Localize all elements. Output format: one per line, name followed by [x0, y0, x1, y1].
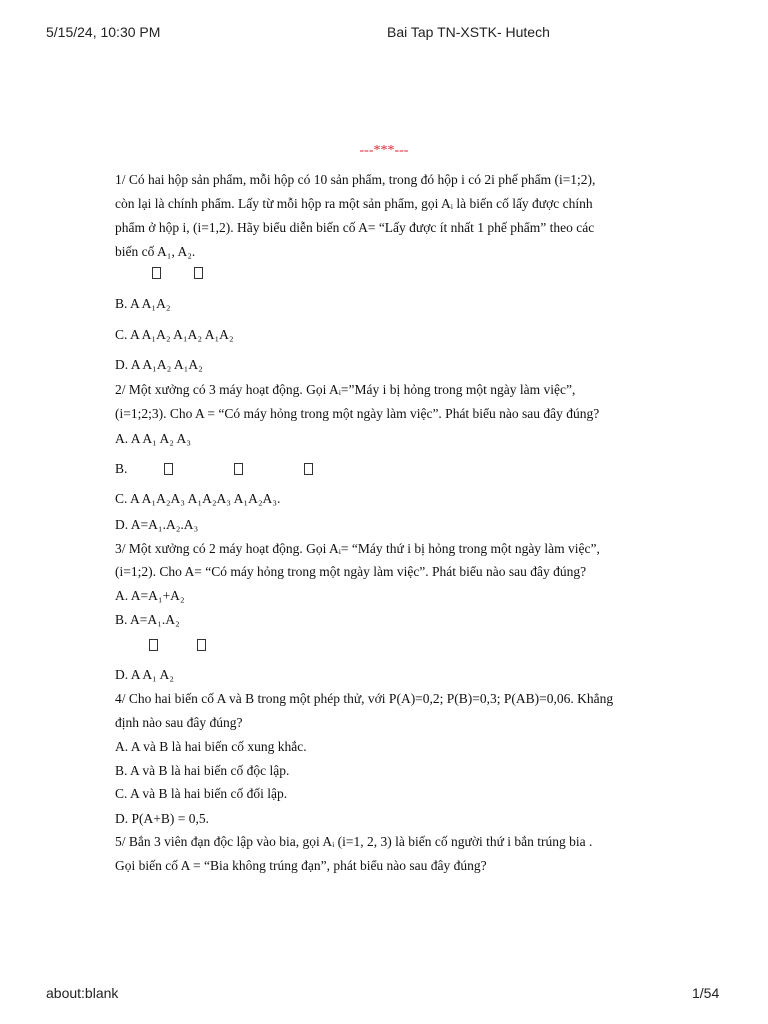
missing-glyph-icon — [149, 639, 158, 651]
text-line: C. A A₁A₂A₃ A₁A₂A₃ A₁A₂A₃. — [115, 491, 281, 506]
text-line: 5/ Bắn 3 viên đạn độc lập vào bia, gọi Aᵢ (i=1, 2, 3) là biến cố người thứ i bắn trúng bia . — [115, 834, 593, 849]
footer-url: about:blank — [46, 985, 119, 1001]
text-line: D. P(A+B) = 0,5. — [115, 811, 209, 826]
text-line: (i=1;2). Cho A= “Có máy hỏng trong một ngày làm việc”. Phát biểu nào sau đây đúng? — [115, 564, 587, 579]
missing-glyph-row — [150, 265, 205, 283]
text-line: B. A A₁A₂ — [115, 296, 171, 311]
text-line: 2/ Một xưởng có 3 máy hoạt động. Gọi Aᵢ=”Máy i bị hỏng trong một ngày làm việc”, — [115, 382, 576, 397]
footer-page-number: 1/54 — [692, 985, 720, 1001]
text-line: D. A A₁A₂ A₁A₂ — [115, 357, 203, 372]
missing-glyph-icon — [194, 267, 203, 279]
text-line: A. A A₁ A₂ A₃ — [115, 431, 192, 446]
text-line: B. — [115, 461, 128, 476]
text-line: Gọi biến cố A = “Bia không trúng đạn”, phát biểu nào sau đây đúng? — [115, 858, 487, 873]
text-line: còn lại là chính phẩm. Lấy từ mỗi hộp ra một sản phẩm, gọi Aᵢ là biến cố lấy được chính — [115, 196, 593, 211]
text-line: D. A A₁ A₂ — [115, 667, 174, 682]
text-line: C. A A₁A₂ A₁A₂ A₁A₂ — [115, 327, 234, 342]
text-line: D. A=A₁.A₂.A₃ — [115, 517, 199, 532]
missing-glyph-icon — [304, 463, 313, 475]
text-line: A. A và B là hai biến cố xung khắc. — [115, 739, 307, 754]
text-line: phẩm ở hộp i, (i=1,2). Hãy biểu diễn biến cố A= “Lấy được ít nhất 1 phế phẩm” theo các — [115, 220, 595, 235]
missing-glyph-icon — [152, 267, 161, 279]
text-line: 4/ Cho hai biến cố A và B trong một phép thử, với P(A)=0,2; P(B)=0,3; P(AB)=0,06. Khẳng — [115, 691, 614, 706]
text-line: định nào sau đây đúng? — [115, 715, 243, 730]
missing-glyph-icon — [197, 639, 206, 651]
missing-glyph-icon — [234, 463, 243, 475]
header-title: Bai Tap TN-XSTK- Hutech — [387, 24, 550, 40]
text-line: B. A và B là hai biến cố độc lập. — [115, 763, 290, 778]
text-line: 3/ Một xưởng có 2 máy hoạt động. Gọi Aᵢ= “Máy thứ i bị hỏng trong một ngày làm việc”, — [115, 541, 600, 556]
text-line: A. A=A₁+A₂ — [115, 588, 185, 603]
missing-glyph-icon — [164, 463, 173, 475]
text-line: biến cố A₁, A₂. — [115, 244, 196, 259]
text-line: (i=1;2;3). Cho A = “Có máy hỏng trong một ngày làm việc”. Phát biểu nào sau đây đúng? — [115, 406, 600, 421]
missing-glyph-row — [147, 637, 208, 655]
text-line: 1/ Có hai hộp sản phẩm, mỗi hộp có 10 sản phẩm, trong đó hộp i có 2i phế phẩm (i=1;2), — [115, 172, 596, 187]
missing-glyph-row — [162, 461, 315, 479]
header-datetime: 5/15/24, 10:30 PM — [46, 24, 161, 40]
separator: ---***--- — [359, 143, 409, 158]
text-line: B. A=A₁.A₂ — [115, 612, 180, 627]
text-line: C. A và B là hai biến cố đối lập. — [115, 786, 288, 801]
